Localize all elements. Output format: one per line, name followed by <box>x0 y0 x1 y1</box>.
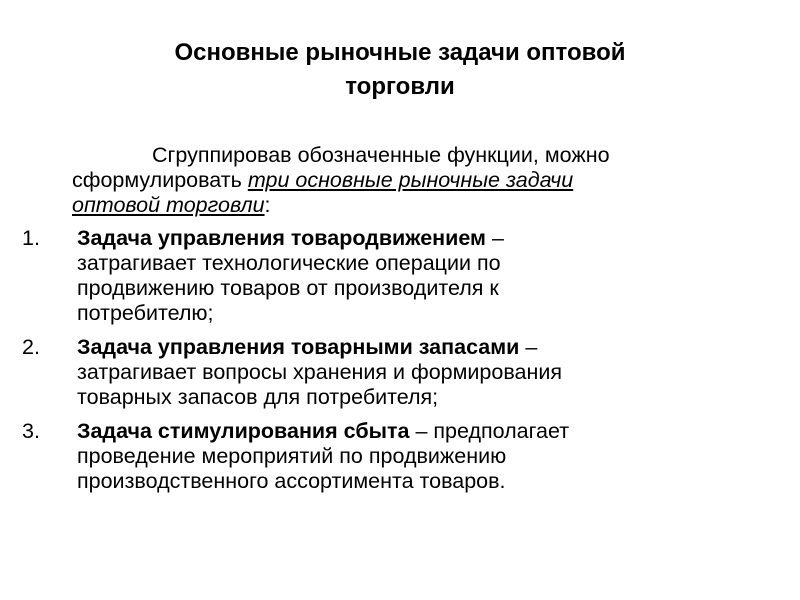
intro-line-1: Сгруппировав обозначенные функции, можно <box>152 143 610 167</box>
intro-line-3-tail: : <box>264 193 271 217</box>
list-item-line-2: затрагивает вопросы хранения и формирования <box>77 360 562 384</box>
list-item-line-4: потребителю; <box>77 301 214 325</box>
task-name: Задача стимулирования сбыта <box>77 419 410 443</box>
line-tail: – <box>519 335 538 359</box>
line-tail: – <box>485 226 504 250</box>
list-number: 2. <box>22 335 40 359</box>
list-item-line-3: товарных запасов для потребителя; <box>77 385 439 409</box>
title-line-1: Основные рыночные задачи оптовой <box>174 39 626 66</box>
list-item-content <box>77 335 562 410</box>
intro-emphasis-1: три основные рыночные задачи <box>247 168 574 192</box>
intro-emphasis-2: оптовой торговли <box>72 193 265 217</box>
list-item-line-1 <box>77 419 569 444</box>
intro-line-2 <box>72 168 762 193</box>
task-name: Задача управления товародвижением <box>77 226 486 250</box>
list-item-line-1 <box>77 335 562 360</box>
slide-body <box>22 143 762 503</box>
intro-line-2-text: сформулировать <box>72 168 248 192</box>
list-item-3 <box>22 419 762 494</box>
list-number: 3. <box>22 419 40 443</box>
list-item-line-2: проведение мероприятий по продвижению <box>77 444 507 468</box>
list-item-content <box>77 419 569 494</box>
line-tail: – предполагает <box>409 419 570 443</box>
list-item-line-3: производственного ассортимента товаров. <box>77 469 506 493</box>
list-item-line-2: затрагивает технологические операции по <box>77 251 501 275</box>
intro-line-3 <box>72 193 762 218</box>
intro-paragraph <box>72 143 762 218</box>
list-item-line-1 <box>77 226 504 251</box>
list-item-content <box>77 226 504 326</box>
list-item-2 <box>22 335 762 410</box>
title-line-2: торговли <box>345 73 455 100</box>
list-item-1 <box>22 226 762 326</box>
task-name: Задача управления товарными запасами <box>77 335 520 359</box>
list-item-line-3: продвижению товаров от производителя к <box>77 276 499 300</box>
list-number: 1. <box>22 226 40 250</box>
page-title <box>0 36 800 104</box>
